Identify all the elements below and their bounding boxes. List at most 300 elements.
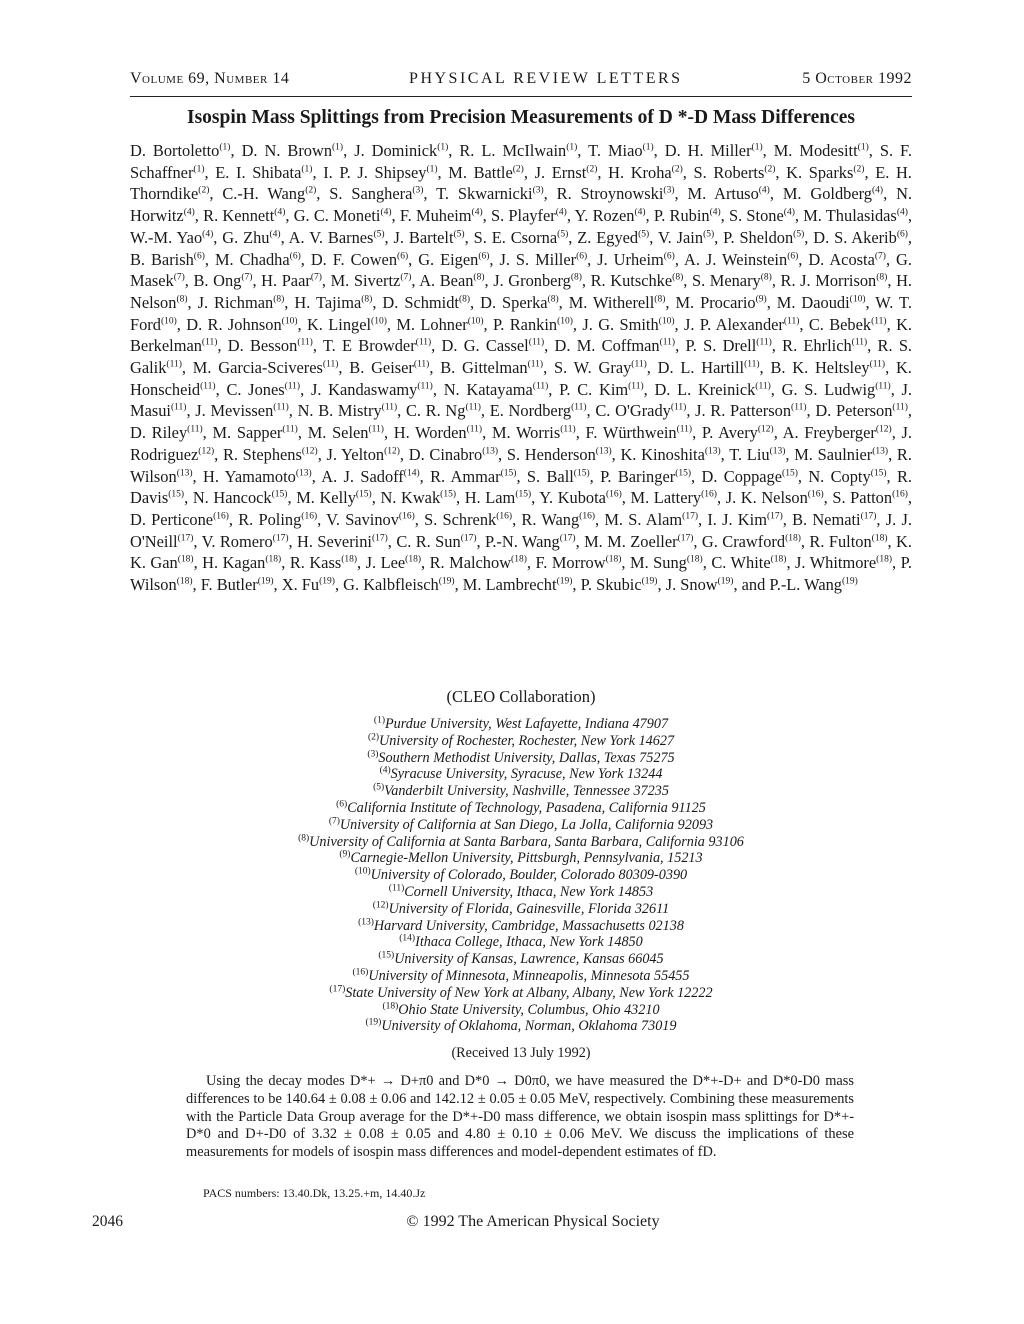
author-affiliation-mark: (1) bbox=[332, 142, 344, 153]
author-name: J. J. O'Neill bbox=[130, 509, 912, 551]
author-affiliation-mark: (10) bbox=[849, 294, 866, 305]
author-entry: S. Menary$^{(8)}$, bbox=[691, 271, 776, 291]
author-entry: H. Tajima$^{(8)}$, bbox=[294, 292, 377, 312]
author-entry: M. M. Zoeller$^{(17)}$, bbox=[584, 531, 698, 551]
affiliation-text: Ohio State University, Columbus, Ohio 43210 bbox=[398, 1001, 660, 1018]
author-affiliation-mark: (11) bbox=[527, 359, 544, 370]
author-affiliation-mark: (6) bbox=[193, 251, 205, 262]
author-name: M. Saulnier bbox=[794, 444, 873, 464]
affiliation-number: (9) bbox=[339, 849, 351, 860]
author-affiliation-mark: (2) bbox=[512, 164, 524, 175]
author-affiliation-mark: (11) bbox=[659, 337, 676, 348]
author-affiliation-mark: (11) bbox=[284, 381, 301, 392]
author-name: A. J. Sadoff bbox=[321, 466, 404, 486]
author-name: H. Severini bbox=[297, 531, 372, 551]
author-affiliation-mark: (11) bbox=[417, 381, 433, 392]
author-name: D. L. Kreinick bbox=[654, 379, 756, 399]
author-affiliation-mark: (7) bbox=[310, 272, 322, 283]
author-entry: J. Richman$^{(8)}$, bbox=[197, 292, 289, 312]
author-entry: R. Kennett$^{(4)}$, bbox=[203, 206, 290, 226]
author-name: N. Copty bbox=[808, 466, 871, 486]
author-name: G. Eigen bbox=[418, 249, 479, 269]
author-entry: R. L. McIlwain$^{(1)}$, bbox=[459, 141, 582, 160]
author-name: E. Nordberg bbox=[489, 401, 572, 421]
author-name: C. O'Grady bbox=[595, 401, 671, 421]
affiliation-number: (3) bbox=[367, 748, 379, 759]
author-name: J. G. Smith bbox=[582, 314, 659, 334]
author-entry: J. Yelton$^{(12)}$, bbox=[326, 444, 405, 464]
author-affiliation-mark: (6) bbox=[576, 251, 588, 262]
author-affiliation-mark: (12) bbox=[301, 446, 318, 457]
author-affiliation-mark: (11) bbox=[200, 381, 216, 392]
author-name: M. Selen bbox=[307, 423, 369, 443]
affiliation-number: (12) bbox=[372, 900, 389, 911]
author-entry bbox=[742, 575, 858, 594]
affiliation-line bbox=[130, 733, 912, 750]
author-name: K. Kinoshita bbox=[620, 444, 705, 464]
author-entry: J. Rodriguez$^{(12)}$, bbox=[130, 423, 912, 464]
author-affiliation-mark: (1) bbox=[301, 164, 313, 175]
author-entry: R. Fulton$^{(18)}$, bbox=[809, 531, 892, 551]
author-entry: X. Fu$^{(19)}$, bbox=[281, 575, 340, 595]
author-entry: B. Nemati$^{(17)}$, bbox=[792, 509, 881, 529]
author-entry: S. Schrenk$^{(16)}$, bbox=[424, 509, 517, 529]
author-affiliation-mark: (15) bbox=[675, 468, 692, 479]
author-entry: D. S. Akerib$^{(6)}$, bbox=[813, 227, 912, 247]
author-entry: P. Skubic$^{(19)}$, bbox=[580, 575, 662, 595]
author-affiliation-mark: (3) bbox=[532, 185, 544, 196]
author-affiliation-mark: (8) bbox=[654, 294, 666, 305]
author-name: R. Stephens bbox=[222, 444, 302, 464]
author-name: H. Tajima bbox=[294, 292, 362, 312]
author-entry: T. E Browder$^{(11)}$, bbox=[322, 336, 436, 356]
author-name: V. Romero bbox=[201, 531, 273, 551]
author-name: D. L. Hartill bbox=[657, 358, 745, 378]
affiliation-text: Southern Methodist University, Dallas, Texas 75275 bbox=[378, 749, 675, 766]
author-entry: P. S. Drell$^{(11)}$, bbox=[685, 336, 776, 356]
author-entry: E. H. Thorndike$^{(2)}$, bbox=[130, 162, 912, 204]
author-name: F. Muheim bbox=[399, 206, 472, 226]
author-entry: B. Barish$^{(6)}$, bbox=[130, 249, 209, 269]
author-affiliation-mark: (11) bbox=[756, 337, 772, 348]
affiliation-line bbox=[130, 800, 912, 817]
received-date: (Received 13 July 1992) bbox=[451, 1045, 591, 1061]
author-name: D. Besson bbox=[227, 336, 298, 356]
author-entry: J. Mevissen$^{(11)}$, bbox=[195, 401, 293, 421]
author-name: M. Lambrecht bbox=[462, 575, 557, 595]
author-name: R. Ammar bbox=[430, 466, 501, 486]
affiliation-text: University of Rochester, Rochester, New York 14627 bbox=[379, 732, 675, 749]
author-affiliation-mark: (18) bbox=[876, 554, 892, 565]
author-affiliation-mark: (4) bbox=[555, 207, 567, 218]
author-name: D. Bortoletto bbox=[130, 141, 220, 160]
author-affiliation-mark: (15) bbox=[500, 468, 517, 479]
author-name: C. Bebek bbox=[808, 314, 872, 334]
author-name: R. L. McIlwain bbox=[459, 141, 567, 160]
author-entry: N. Horwitz$^{(4)}$, bbox=[130, 184, 913, 226]
affiliation-text: University of Oklahoma, Norman, Oklahoma 73019 bbox=[381, 1018, 677, 1035]
affiliation-line bbox=[130, 968, 912, 985]
author-name: R. Malchow bbox=[429, 553, 512, 573]
author-entry: J. Kandaswamy$^{(11)}$, bbox=[310, 379, 437, 399]
author-name: J. Ernst bbox=[534, 162, 587, 182]
author-name: G. S. Ludwig bbox=[781, 379, 876, 399]
author-affiliation-mark: (6) bbox=[397, 251, 409, 262]
author-affiliation-mark: (12) bbox=[875, 424, 892, 435]
author-name: W. T. Ford bbox=[130, 292, 912, 334]
author-affiliation-mark: (12) bbox=[384, 446, 400, 457]
author-entry: E. Nordberg$^{(11)}$, bbox=[489, 401, 591, 421]
author-affiliation-mark: (11) bbox=[282, 424, 298, 435]
author-entry: J. Whitmore$^{(18)}$, bbox=[795, 553, 897, 573]
author-affiliation-mark: (11) bbox=[297, 337, 313, 348]
author-affiliation-mark: (11) bbox=[783, 316, 800, 327]
author-name: D. Schmidt bbox=[382, 292, 459, 312]
author-entry: V. Jain$^{(5)}$, bbox=[657, 227, 719, 247]
author-affiliation-mark: (18) bbox=[770, 554, 787, 565]
author-entry: D. L. Kreinick$^{(11)}$, bbox=[654, 379, 775, 399]
author-entry: Y. Kubota$^{(16)}$, bbox=[539, 488, 626, 508]
journal-name: PHYSICAL REVIEW LETTERS bbox=[409, 70, 683, 87]
author-entry: A. J. Sadoff$^{(14)}$, bbox=[321, 466, 424, 486]
author-entry: M. Modesitt$^{(1)}$, bbox=[773, 141, 873, 160]
author-affiliation-mark: (11) bbox=[201, 337, 218, 348]
author-entry: G. Zhu$^{(4)}$, bbox=[222, 227, 285, 247]
affiliation-number: (11) bbox=[388, 883, 405, 894]
author-entry: M. Daoudi$^{(10)}$, bbox=[776, 292, 870, 312]
affiliation-number: (17) bbox=[329, 984, 346, 995]
author-name: M. Artuso bbox=[687, 184, 759, 204]
author-entry: N. Kwak$^{(15)}$, bbox=[380, 488, 461, 508]
author-entry: A. Bean$^{(8)}$, bbox=[419, 271, 489, 291]
affiliation-line bbox=[130, 918, 912, 935]
author-entry: G. Kalbfleisch$^{(19)}$, bbox=[343, 575, 459, 595]
author-entry: D. F. Cowen$^{(6)}$, bbox=[310, 249, 413, 269]
author-name: P. Rankin bbox=[493, 314, 558, 334]
author-name: J. Bartelt bbox=[393, 227, 454, 247]
author-name: N. Hancock bbox=[192, 488, 272, 508]
affiliation-number: (14) bbox=[399, 933, 416, 944]
author-name: D. Cinabro bbox=[408, 444, 483, 464]
author-entry: H. Severini$^{(17)}$, bbox=[297, 531, 392, 551]
author-entry: S. Stone$^{(4)}$, bbox=[729, 206, 799, 226]
affiliation-line bbox=[130, 766, 912, 783]
author-affiliation-mark: (11) bbox=[755, 381, 771, 392]
author-affiliation-mark: (7) bbox=[173, 272, 185, 283]
author-name: S. Menary bbox=[691, 271, 761, 291]
author-name: H. Nelson bbox=[130, 271, 912, 312]
author-entry: R. Poling$^{(16)}$, bbox=[238, 509, 322, 529]
author-affiliation-mark: (4) bbox=[758, 185, 770, 196]
affiliation-text: Syracuse University, Syracuse, New York 13244 bbox=[390, 766, 663, 783]
paper-title: Isospin Mass Splittings from Precision Measurements of D *-D Mass Differences bbox=[186, 107, 855, 128]
author-name: R. S. Galik bbox=[130, 336, 913, 378]
author-affiliation-mark: (11) bbox=[465, 402, 481, 413]
author-name: A. Bean bbox=[419, 271, 474, 291]
author-name: S. Roberts bbox=[693, 162, 765, 182]
author-affiliation-mark: (13) bbox=[295, 468, 312, 479]
affiliation-line bbox=[130, 783, 912, 800]
author-name: M. Daoudi bbox=[776, 292, 850, 312]
author-affiliation-mark: (18) bbox=[265, 554, 282, 565]
author-entry: P. Rankin$^{(10)}$, bbox=[493, 314, 578, 334]
author-entry: D. M. Coffman$^{(11)}$, bbox=[554, 336, 680, 356]
author-entry: R. Kutschke$^{(8)}$, bbox=[590, 271, 688, 291]
author-affiliation-mark: (16) bbox=[605, 489, 622, 500]
author-entry: J. Bartelt$^{(5)}$, bbox=[393, 227, 469, 247]
author-entry: S. W. Gray$^{(11)}$, bbox=[553, 358, 651, 378]
author-affiliation-mark: (1) bbox=[566, 142, 578, 153]
affiliation-text: Carnegie-Mellon University, Pittsburgh, Pennsylvania, 15213 bbox=[350, 850, 703, 867]
author-entry: N. B. Mistry$^{(11)}$, bbox=[297, 401, 402, 421]
affiliation-text: Purdue University, West Lafayette, Indiana 47907 bbox=[385, 716, 669, 732]
author-entry: H. Paar$^{(7)}$, bbox=[261, 271, 326, 291]
copyright-line: © 1992 The American Physical Society bbox=[406, 1213, 660, 1230]
author-entry: Z. Egyed$^{(5)}$, bbox=[577, 227, 654, 247]
affiliation-text: State University of New York at Albany, Albany, New York 12222 bbox=[345, 984, 713, 1001]
author-affiliation-mark: (10) bbox=[160, 316, 177, 327]
author-entry: F. Würthwein$^{(11)}$, bbox=[585, 423, 697, 443]
author-name: F. Würthwein bbox=[585, 423, 677, 443]
author-name: P. Rubin bbox=[653, 206, 710, 226]
author-affiliation-mark: (19) bbox=[842, 576, 858, 587]
author-affiliation-mark: (19) bbox=[257, 576, 274, 587]
author-name: N. Kwak bbox=[380, 488, 441, 508]
author-entry: M. Artuso$^{(4)}$, bbox=[687, 184, 774, 204]
author-name: J. Dominick bbox=[354, 141, 438, 160]
author-entry: D. G. Cassel$^{(11)}$, bbox=[441, 336, 549, 356]
author-entry: M. S. Alam$^{(17)}$, bbox=[604, 509, 703, 529]
author-affiliation-mark: (16) bbox=[496, 511, 513, 522]
affiliation-line bbox=[130, 834, 912, 851]
author-affiliation-mark: (18) bbox=[405, 554, 421, 565]
author-affiliation-mark: (19) bbox=[319, 576, 335, 587]
author-name: G. C. Moneti bbox=[293, 206, 381, 226]
author-entry: H. Nelson$^{(8)}$, bbox=[130, 271, 912, 312]
author-name: C. R. Sun bbox=[396, 531, 461, 551]
author-name: R. Fulton bbox=[809, 531, 872, 551]
author-name: K. Honscheid bbox=[130, 358, 912, 399]
affiliation-number: (6) bbox=[336, 799, 348, 810]
author-entry: D. Schmidt$^{(8)}$, bbox=[382, 292, 475, 312]
affiliation-text: Harvard University, Cambridge, Massachusetts 02138 bbox=[373, 917, 684, 934]
author-entry: M. Thulasidas$^{(4)}$, bbox=[803, 206, 912, 226]
author-entry: D. Cinabro$^{(13)}$, bbox=[408, 444, 503, 464]
author-affiliation-mark: (11) bbox=[851, 337, 868, 348]
author-entry: M. Worris$^{(11)}$, bbox=[491, 423, 580, 443]
author-entry: J. Snow$^{(19)}$, bbox=[665, 575, 738, 595]
author-entry: R. Wilson$^{(13)}$, bbox=[130, 444, 912, 486]
author-entry: R. Wang$^{(16)}$, bbox=[521, 509, 600, 529]
author-affiliation-mark: (17) bbox=[682, 511, 698, 522]
author-affiliation-mark: (17) bbox=[677, 533, 694, 544]
author-entry: C. Bebek$^{(11)}$, bbox=[808, 314, 891, 334]
author-name: T. Miao bbox=[588, 141, 643, 160]
affiliation-number: (4) bbox=[379, 765, 391, 776]
author-affiliation-mark: (4) bbox=[202, 229, 214, 240]
author-affiliation-mark: (13) bbox=[872, 446, 889, 457]
author-affiliation-mark: (5) bbox=[793, 229, 805, 240]
author-name: J. Rodriguez bbox=[130, 423, 912, 464]
author-affiliation-mark: (11) bbox=[560, 424, 576, 435]
author-name: T. Liu bbox=[729, 444, 770, 464]
author-affiliation-mark: (18) bbox=[686, 554, 703, 565]
author-name: S. Playfer bbox=[490, 206, 556, 226]
affiliation-number: (16) bbox=[352, 967, 369, 978]
author-entry: M. Selen$^{(11)}$, bbox=[307, 423, 389, 443]
affiliation-number: (10) bbox=[354, 866, 371, 877]
author-affiliation-mark: (5) bbox=[453, 229, 465, 240]
author-entry: K. K. Gan$^{(18)}$, bbox=[130, 531, 912, 573]
author-affiliation-mark: (4) bbox=[380, 207, 392, 218]
running-header bbox=[130, 70, 912, 94]
author-entry: C. R. Ng$^{(11)}$, bbox=[405, 401, 486, 421]
author-affiliation-mark: (11) bbox=[869, 359, 886, 370]
author-entry: J. P. Alexander$^{(11)}$, bbox=[683, 314, 804, 334]
author-affiliation-mark: (5) bbox=[373, 229, 385, 240]
author-name: M. Battle bbox=[448, 162, 513, 182]
author-affiliation-mark: (16) bbox=[213, 511, 229, 522]
author-affiliation-mark: (2) bbox=[853, 164, 865, 175]
author-name: K. Sparks bbox=[786, 162, 854, 182]
author-affiliation-mark: (10) bbox=[467, 316, 484, 327]
affiliation-number: (5) bbox=[373, 782, 385, 793]
author-name: R. Kennett bbox=[203, 206, 275, 226]
author-affiliation-mark: (15) bbox=[573, 468, 590, 479]
author-name: D. M. Coffman bbox=[554, 336, 660, 356]
affiliation-text: California Institute of Technology, Pasadena, California 91125 bbox=[347, 799, 706, 816]
author-name: J. Snow bbox=[665, 575, 718, 595]
author-entry: D. L. Hartill$^{(11)}$, bbox=[657, 358, 764, 378]
author-name: R. Wang bbox=[521, 509, 580, 529]
author-affiliation-mark: (19) bbox=[556, 576, 573, 587]
author-entry: M. Procario$^{(9)}$, bbox=[675, 292, 771, 312]
author-affiliation-mark: (18) bbox=[511, 554, 527, 565]
affiliation-line bbox=[130, 716, 912, 733]
author-affiliation-mark: (15) bbox=[515, 489, 532, 500]
author-name: C. White bbox=[711, 553, 771, 573]
author-name: P. C. Kim bbox=[559, 379, 629, 399]
author-name: J. Whitmore bbox=[795, 553, 877, 573]
author-affiliation-mark: (15) bbox=[271, 489, 288, 500]
author-name: A. Freyberger bbox=[782, 423, 876, 443]
author-entry: I. P. J. Shipsey$^{(1)}$, bbox=[323, 162, 442, 182]
author-entry: J. R. Patterson$^{(11)}$, bbox=[695, 401, 811, 421]
issue-date: 5 October 1992 bbox=[802, 70, 912, 87]
author-entry: P. Baringer$^{(15)}$, bbox=[600, 466, 696, 486]
author-name: H. Lam bbox=[464, 488, 516, 508]
author-name: J. Masui bbox=[130, 379, 913, 421]
affiliation-text: University of California at Santa Barbara, Santa Barbara, California 93106 bbox=[309, 833, 744, 850]
author-entry: I. J. Kim$^{(17)}$, bbox=[707, 509, 787, 529]
author-entry: M. Sapper$^{(11)}$, bbox=[212, 423, 302, 443]
collaboration-name: (CLEO Collaboration) bbox=[446, 687, 596, 706]
author-name: N. Horwitz bbox=[130, 184, 913, 226]
affiliation-line bbox=[130, 884, 912, 901]
affiliation-number: (18) bbox=[382, 1000, 399, 1011]
affiliation-line bbox=[130, 850, 912, 867]
author-entry: M. Sung$^{(18)}$, bbox=[630, 553, 707, 573]
author-affiliation-mark: (8) bbox=[672, 272, 684, 283]
affiliation-text: University of California at San Diego, La Jolla, California 92093 bbox=[339, 816, 714, 833]
author-name: A. J. Weinstein bbox=[684, 249, 788, 269]
author-name: P. Skubic bbox=[580, 575, 642, 595]
author-affiliation-mark: (13) bbox=[704, 446, 721, 457]
author-name: H. Kagan bbox=[202, 553, 266, 573]
author-affiliation-mark: (2) bbox=[671, 164, 683, 175]
author-name: D. R. Johnson bbox=[186, 314, 282, 334]
author-affiliation-mark: (11) bbox=[532, 381, 549, 392]
author-affiliation-mark: (14) bbox=[403, 468, 420, 479]
author-name: J. Gronberg bbox=[493, 271, 571, 291]
page-number: 2046 bbox=[92, 1213, 123, 1230]
author-affiliation-mark: (11) bbox=[791, 402, 807, 413]
author-affiliation-mark: (7) bbox=[241, 272, 253, 283]
author-affiliation-mark: (16) bbox=[701, 489, 717, 500]
author-affiliation-mark: (11) bbox=[170, 402, 187, 413]
author-entry: Y. Rozen$^{(4)}$, bbox=[574, 206, 650, 226]
author-entry: S. E. Csorna$^{(5)}$, bbox=[473, 227, 573, 247]
author-name: M. Worris bbox=[491, 423, 561, 443]
author-affiliation-mark: (6) bbox=[787, 251, 799, 262]
author-name: D. Peterson bbox=[815, 401, 893, 421]
author-entry: J. G. Smith$^{(10)}$, bbox=[582, 314, 679, 334]
author-name: C. R. Ng bbox=[405, 401, 466, 421]
author-name: B. Barish bbox=[130, 249, 194, 269]
author-affiliation-mark: (15) bbox=[355, 489, 372, 500]
author-affiliation-mark: (7) bbox=[400, 272, 412, 283]
author-entry: D. Bortoletto$^{(1)}$, bbox=[130, 141, 235, 160]
author-entry: C.-H. Wang$^{(2)}$, bbox=[222, 184, 321, 204]
author-name: J. Mevissen bbox=[195, 401, 274, 421]
author-affiliation-mark: (15) bbox=[870, 468, 887, 479]
author-entry: B. Ong$^{(7)}$, bbox=[193, 271, 257, 291]
author-affiliation-mark: (2) bbox=[198, 185, 210, 196]
author-entry: M. Kelly$^{(15)}$, bbox=[296, 488, 376, 508]
author-affiliation-mark: (18) bbox=[341, 554, 358, 565]
author-affiliation-mark: (4) bbox=[183, 207, 195, 218]
author-entry: F. Morrow$^{(18)}$, bbox=[535, 553, 626, 573]
author-affiliation-mark: (11) bbox=[628, 381, 644, 392]
author-entry: W. T. Ford$^{(10)}$, bbox=[130, 292, 912, 334]
header-rule bbox=[130, 96, 912, 97]
affiliation-list bbox=[130, 716, 912, 1035]
author-affiliation-mark: (13) bbox=[176, 468, 193, 479]
author-name: C. Jones bbox=[226, 379, 285, 399]
author-affiliation-mark: (6) bbox=[478, 251, 490, 262]
author-name: J. P. Alexander bbox=[683, 314, 784, 334]
author-entry: F. Muheim$^{(4)}$, bbox=[399, 206, 487, 226]
author-affiliation-mark: (17) bbox=[272, 533, 289, 544]
abstract: Using the decay modes D*+ → D+π0 and D*0 → D0π0, we have measured the D*+-D+ and D*0-D0 mass differences to be 140.64 ± 0.08 ± 0.06 and 142.12 ± 0.05 ± 0.05 MeV, respectively. Combining these measurements with the Particle Data Group average for the D*+-D0 mass difference, we obtain isospin mass splittings for D*+-D*0 and D+-D0 of 3.32 ± 0.08 ± 0.05 and 4.80 ± 0.10 ± 0.06 MeV. We discuss the implications of these measurements for models of isospin mass differences and model-dependent estimates of fD. bbox=[186, 1073, 854, 1161]
author-name: S. Stone bbox=[729, 206, 784, 226]
author-entry: B. K. Heltsley$^{(11)}$, bbox=[770, 358, 890, 378]
author-name: S. Ball bbox=[526, 466, 574, 486]
affiliation-number: (1) bbox=[373, 715, 385, 726]
author-name: C.-H. Wang bbox=[222, 184, 306, 204]
author-entry: M. Garcia-Sciveres$^{(11)}$, bbox=[192, 358, 343, 378]
author-entry: S. Sanghera$^{(3)}$, bbox=[329, 184, 428, 204]
author-name: D. S. Akerib bbox=[813, 227, 897, 247]
author-name: D. Perticone bbox=[130, 509, 214, 529]
author-name: D. H. Miller bbox=[664, 141, 752, 160]
author-name: B. Ong bbox=[193, 271, 242, 291]
author-entry: J. Masui$^{(11)}$, bbox=[130, 379, 913, 421]
author-entry: S. Roberts$^{(2)}$, bbox=[693, 162, 780, 182]
author-name: E. H. Thorndike bbox=[130, 162, 912, 204]
author-name: B. Gittelman bbox=[440, 358, 528, 378]
author-entry: R. Ammar$^{(15)}$, bbox=[430, 466, 521, 486]
